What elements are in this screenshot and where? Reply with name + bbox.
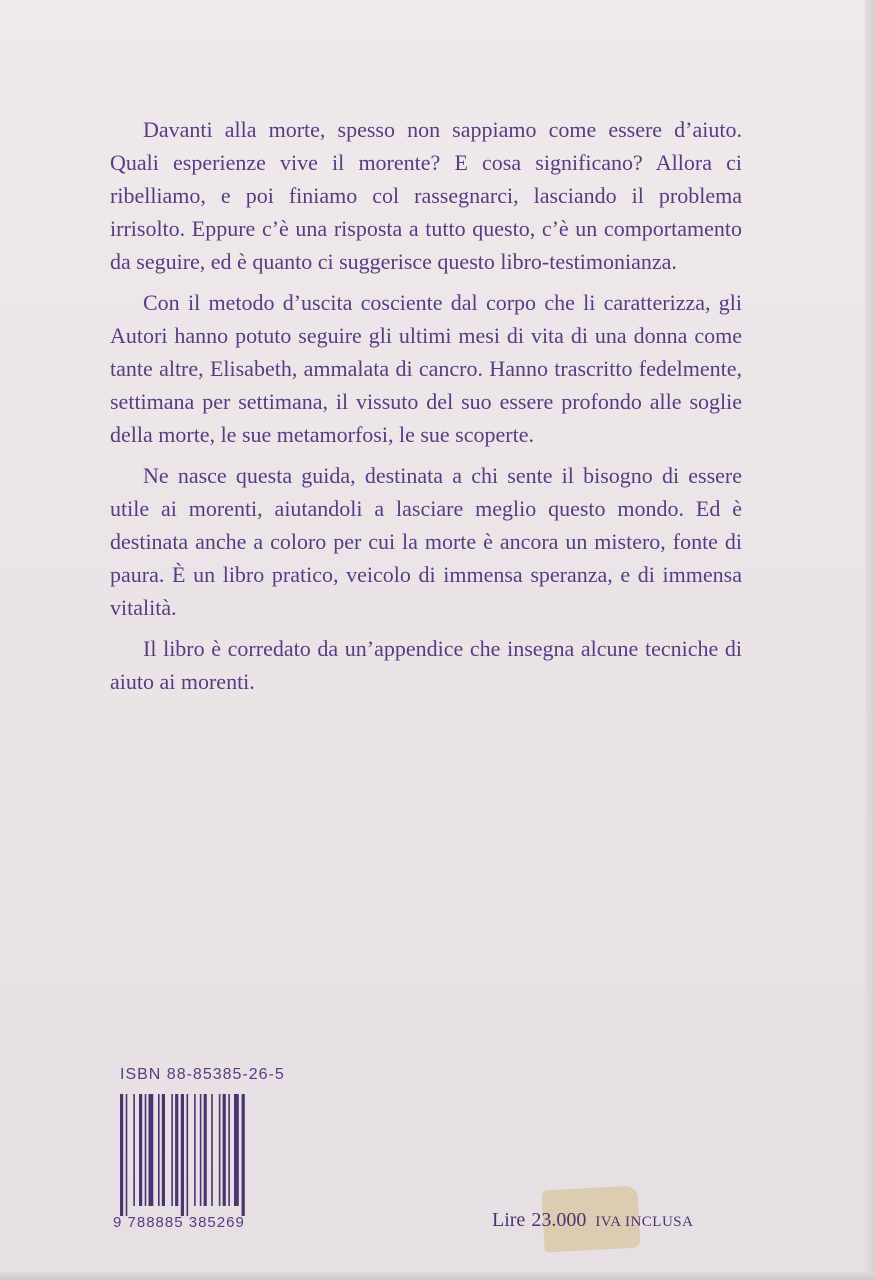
barcode-bar (175, 1094, 178, 1206)
barcode-bar (120, 1094, 123, 1216)
barcode-bar (187, 1094, 189, 1216)
barcode-bar (223, 1094, 226, 1206)
barcode-image (120, 1094, 282, 1216)
isbn-number: ISBN 88-85385-26-5 (120, 1066, 285, 1083)
barcode-bar (242, 1094, 245, 1216)
blurb-paragraph-4: Il libro è corredato da un’appendice che insegna alcune tecniche di aiuto ai morenti. (110, 636, 742, 694)
barcode-bar (219, 1094, 221, 1206)
barcode-bar (181, 1094, 184, 1216)
barcode-bar (194, 1094, 196, 1206)
cover-edge-right (865, 0, 875, 1280)
barcode-bar (133, 1094, 135, 1206)
barcode-bar (200, 1094, 202, 1206)
barcode-bar (145, 1094, 147, 1206)
price-amount: 23.000 (531, 1209, 587, 1231)
barcode-bar (211, 1094, 213, 1206)
blurb-paragraph-3: Ne nasce questa guida, destinata a chi sente il bisogno di essere utile ai morenti, aiutandoli a lasciare meglio questo mondo. Ed è destinata anche a coloro per cui la morte è ancora un mistero, fonte di paura. È un libro pratico, veicolo di immensa speranza, e di immensa vitalità. (110, 463, 742, 620)
barcode-digits: 9 788885 385269 (113, 1214, 245, 1231)
barcode-bar (228, 1094, 230, 1206)
price-currency: Lire (492, 1209, 526, 1231)
cover-edge-bottom (0, 1272, 875, 1280)
blurb-text (110, 113, 742, 706)
barcode-bar (126, 1094, 128, 1216)
blurb-paragraph-2: Con il metodo d’uscita cosciente dal corpo che li caratterizza, gli Autori hanno potuto seguire gli ultimi mesi di vita di una donna come tante altre, Elisabeth, ammalata di cancro. Hanno trascritto fedelmente, settimana per settimana, il vissuto del suo essere profondo alle soglie della morte, le sue metamorfosi, le sue scoperte. (110, 290, 742, 447)
blurb-paragraph-1: Davanti alla morte, spesso non sappiamo come essere d’aiuto. Quali esperienze vive il morente? E cosa significano? Allora ci ribelliamo, e poi finiamo col rassegnarci, lasciando il problema irrisolto. Eppure c’è una risposta a tutto questo, c’è un comportamento da seguire, ed è quanto ci suggerisce questo libro-testimonianza. (110, 117, 742, 274)
barcode-bar (149, 1094, 154, 1206)
price-vat-note: IVA INCLUSA (595, 1214, 694, 1230)
barcode-bar (171, 1094, 173, 1206)
price-label (492, 1209, 693, 1232)
barcode-bar (204, 1094, 207, 1206)
barcode-bar (234, 1094, 239, 1206)
barcode-bar (158, 1094, 160, 1206)
barcode-bar (162, 1094, 165, 1206)
barcode-bar (139, 1094, 142, 1206)
